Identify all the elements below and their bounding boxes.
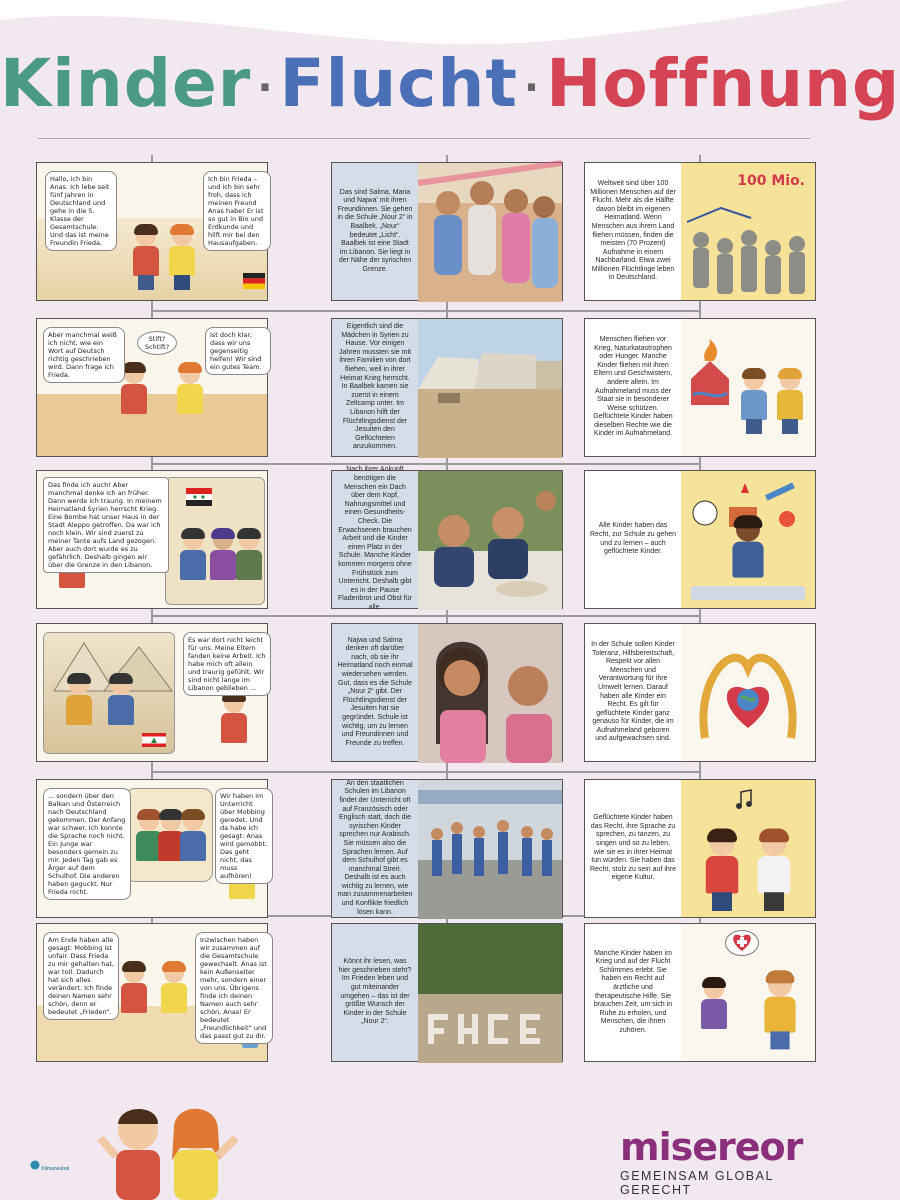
speech-bubble-frieda: Wir haben im Unterricht über Mobbing geredet. Und da habe ich gesagt: Anas wird gemobbt. Das geht nicht, das muss aufhören! bbox=[215, 788, 273, 884]
frieda-figure bbox=[161, 963, 187, 1027]
connector-line bbox=[151, 310, 699, 312]
photo-children-eating bbox=[418, 471, 562, 610]
photo-panel-5 bbox=[331, 779, 563, 918]
photo-girls-at-school bbox=[418, 163, 562, 302]
rights-panel-5 bbox=[584, 779, 816, 918]
photo-schoolyard-game bbox=[418, 780, 562, 919]
frieda-figure bbox=[177, 364, 203, 428]
connector-line bbox=[151, 615, 699, 617]
dancer-figure bbox=[706, 831, 739, 911]
brand-tagline: GEMEINSAM GLOBAL GERECHT bbox=[620, 1169, 774, 1197]
illustration-culture-dance bbox=[681, 780, 815, 917]
comic-panel-3 bbox=[36, 470, 268, 609]
panel-text: Könnt ihr lesen, was hier geschrieben steht? Im Frieden leben und gut miteinander umgehen – das ist der größte Wunsch der Kinder in der Schule „Nour 2“. bbox=[332, 924, 418, 1061]
illustration-children-protected bbox=[681, 319, 815, 456]
schoolyard-memory-scene bbox=[125, 788, 213, 882]
photo-panel-3 bbox=[331, 466, 563, 611]
medical-heart-icon bbox=[731, 932, 753, 952]
family-figure bbox=[180, 530, 206, 594]
speech-bubble-frieda: Inzwischen haben wir zusammen auf die Gesamtschule gewechselt. Anas ist kein Außenseiter mehr, sondern einer von uns. Übrigens finde ich deinen Namen auch sehr schön, Anas! Er bedeutet „Freundlichkeit“ und das passt gut zu dir. bbox=[195, 932, 273, 1044]
speech-bubble-anas: Es war dort nicht leicht für uns. Meine Eltern fanden keine Arbeit. Ich habe mich oft allein und traurig gefühlt. Wir sind nicht lange im Libanon geblieben ... bbox=[183, 632, 271, 696]
lebanon-flag-icon bbox=[142, 733, 166, 747]
panel-text: Eigentlich sind die Mädchen in Syrien zu Hause. Vor einigen Jahren mussten sie mit ihren Familien von dort fliehen, weil in ihrer Heimat Krieg herrscht. In Baalbek kamen sie zuerst in einem Zeltcamp unter. Im Libanon hilft der Flüchtlingsdienst der Jesuiten den Geflüchteten anzukommen. bbox=[332, 319, 418, 456]
title-word-flucht: Flucht bbox=[279, 45, 518, 122]
page-title bbox=[0, 44, 900, 128]
house-fire-icon bbox=[687, 339, 733, 409]
music-note-icon bbox=[735, 790, 755, 810]
connector-line bbox=[151, 771, 699, 773]
comic-panel-6 bbox=[36, 923, 268, 1062]
speech-bubble-frieda: Ist doch klar, dass wir uns gegenseitig helfen! Wir sind ein gutes Team. bbox=[205, 327, 271, 375]
refugee-camp-scene bbox=[43, 632, 175, 754]
anas-figure bbox=[221, 693, 247, 757]
speech-bubble-anas: Hallo, ich bin Anas. Ich lebe seit fünf Jahren in Deutschland und gehe in die 5. Klasse der Gesamtschule. Und das ist meine Freundin Frieda. bbox=[45, 171, 117, 251]
connector-line bbox=[151, 463, 699, 465]
photo-two-girls bbox=[418, 624, 562, 763]
dancer-figure bbox=[758, 831, 791, 911]
panel-text: Das sind Salma, Maria und Najwa' mit ihren Freundinnen. Sie gehen in die Schule „Nour 2“ in Baalbek. „Nour“ bedeutet „Licht“. Baalbek ist eine Stadt im Libanon. Sie liegt in der Nähe der syrischen Grenze. bbox=[332, 163, 418, 300]
child-figure bbox=[66, 675, 92, 739]
child-figure bbox=[180, 811, 206, 875]
klimaneutral-logo bbox=[30, 1160, 74, 1182]
illustration-tolerance-respect bbox=[681, 624, 815, 761]
brand-name: misereor bbox=[620, 1125, 803, 1169]
heart-globe-icon bbox=[695, 638, 801, 748]
panel-text: Alle Kinder haben das Recht, zur Schule zu gehen und zu lernen – auch geflüchtete Kinder. bbox=[585, 471, 681, 608]
speech-bubble-frieda: Ich bin Frieda – und ich bin sehr froh, dass ich meinen Freund Anas habe! Er ist so gut in Bio und Erdkunde und hilft mir bei den Hausaufgaben. bbox=[203, 171, 271, 251]
speech-bubble-question: Stift? Schtift? bbox=[137, 331, 177, 355]
speech-bubble-anas: ... sondern über den Balkan und Österreich nach Deutschland gekommen. Der Anfang war schwer. Ich konnte die Sprache noch nicht. Ein Junge war besonders gemein zu mir. Jeden Tag gab es Ärger auf dem Schulhof. Die anderen haben geguckt. Nur Frieda nicht. bbox=[43, 788, 131, 900]
rights-panel-6 bbox=[584, 923, 816, 1062]
panel-text: Najwa und Salma denken oft darüber nach, ob sie ihr Heimatland noch einmal wiedersehen werden. Gut, dass es die Schule „Nour 2“ gibt. Der Flüchtlingsdienst der Jesuiten hat sie gegründet. Schule ist wichtig, um zu lernen und Freundinnen und Freunde zu treffen. bbox=[332, 624, 418, 761]
title-divider bbox=[38, 138, 810, 139]
therapist-figure bbox=[764, 973, 795, 1050]
photo-panel-2 bbox=[331, 318, 563, 457]
rights-panel-2 bbox=[584, 318, 816, 457]
misereor-logo bbox=[620, 1126, 830, 1197]
child-figure bbox=[732, 518, 763, 595]
crowd-silhouettes-icon bbox=[681, 200, 815, 300]
memory-scene bbox=[165, 477, 265, 605]
rights-panel-3 bbox=[584, 470, 816, 609]
speech-bubble-anas: Aber manchmal weiß ich nicht, wie ein Wort auf Deutsch richtig geschrieben wird. Dann frage ich Frieda. bbox=[43, 327, 125, 383]
comic-panel-4 bbox=[36, 623, 268, 762]
photo-children-forming-letters bbox=[418, 924, 562, 1063]
child-figure bbox=[741, 370, 767, 434]
title-word-kinder: Kinder bbox=[0, 45, 252, 122]
title-separator: · bbox=[523, 64, 541, 111]
panel-text: Menschen fliehen vor Krieg, Naturkatastrophen oder Hunger. Manche Kinder fliehen mit ihren Eltern und Geschwistern, andere allein. Im Aufnahmeland muss der Staat sie in besonderer Weise schützen. Geflüchtete Kinder haben dieselben Rechte wie die Kinder im Aufnahmeland. bbox=[585, 319, 681, 456]
anas-figure bbox=[133, 226, 159, 290]
child-figure bbox=[701, 979, 727, 1043]
syria-flag-icon bbox=[186, 488, 212, 506]
germany-flag-icon bbox=[243, 273, 265, 289]
title-word-hoffnung: Hoffnung bbox=[546, 45, 900, 122]
panel-text: Nach ihrer Ankunft benötigen die Menschen ein Dach über dem Kopf, Nahrungsmittel und einen Gesundheits-Check. Die Erwachsenen brauchen Arbeit und die Kinder einen Platz in der Schule. Manche Kinder kommen morgens ohne Frühstück zum Unterricht. Deshalb gibt es in der Pause Fladenbrot und Obst für alle. bbox=[332, 471, 418, 608]
speech-bubble-anas: Am Ende haben alle gesagt: Mobbing ist unfair. Dass Frieda zu mir gehalten hat, war toll. Dadurch hat sich alles verändert. Ich finde deinen Namen sehr schön, denn er bedeutet „Frieden“. bbox=[43, 932, 119, 1020]
klimaneutral-label: Klimaneutral bbox=[41, 1166, 70, 1172]
statistic-badge: 100 Mio. bbox=[737, 173, 805, 189]
rights-panel-4 bbox=[584, 623, 816, 762]
comic-panel-5 bbox=[36, 779, 268, 918]
photo-panel-1 bbox=[331, 162, 563, 301]
globe-icon bbox=[30, 1160, 40, 1170]
family-figure bbox=[236, 530, 262, 594]
speech-bubble-anas: Das finde ich auch! Aber manchmal denke ich an früher. Dann werde ich traurig. In meinem Heimatland Syrien herrscht Krieg. Eine Bombe hat unser Haus in der Stadt Aleppo getroffen. Da war ich noch klein. Wir sind zuerst zu meiner Tante aufs Land gezogen. Aber auch dort wurde es zu gefährlich. Deshalb gingen wir über die Grenze in den Libanon. bbox=[43, 477, 169, 573]
panel-text: An den staatlichen Schulen im Libanon findet der Unterricht oft auf Französisch oder Englisch statt, doch die syrischen Kinder sprechen nur Arabisch. Sie müssen also die Sprachen lernen. Auf dem Schulhof gibt es manchmal Streit. Deshalb ist es auch wichtig zu lernen, wie man zusammenarbeiten und Konflikte friedlich lösen kann. bbox=[332, 780, 418, 917]
panel-text: Weltweit sind über 100 Millionen Menschen auf der Flucht. Mehr als die Hälfte davon bleibt im eigenen Heimatland. Wenn Menschen aus ihrem Land fliehen müssen, finden die meisten (70 Prozent) Aufnahme in einem Nachbarland. Etwa zwei Millionen Flüchtlinge leben in Deutschland. bbox=[585, 163, 681, 300]
photo-panel-4 bbox=[331, 623, 563, 762]
rights-panel-1 bbox=[584, 162, 816, 301]
child-figure bbox=[777, 370, 803, 434]
panel-text: Manche Kinder haben im Krieg und auf der Flucht Schlimmes erlebt. Sie haben ein Recht auf ärztliche und therapeutische Hilfe. Sie brauchen Zeit, um sich in Ruhe zu erholen, und Menschen, die ihnen zuhören. bbox=[585, 924, 681, 1061]
title-separator: · bbox=[257, 64, 274, 111]
illustration-right-to-education bbox=[681, 471, 815, 608]
photo-panel-6 bbox=[331, 923, 563, 1062]
family-figure bbox=[210, 530, 236, 594]
illustration-therapy-help bbox=[681, 924, 815, 1061]
panel-text: In der Schule sollen Kinder Toleranz, Hilfsbereitschaft, Respekt vor allen Menschen und Verantwortung für ihre Umwelt lernen. Darauf haben alle Kinder ein Recht. Es gilt für geflüchtete Kinder ganz genauso für Kinder, die im Aufnahmeland geboren und aufgewachsen sind. bbox=[585, 624, 681, 761]
photo-tent-camp bbox=[418, 319, 562, 458]
illustration-refugees-worldwide bbox=[681, 163, 815, 300]
desk bbox=[691, 586, 805, 600]
anas-figure bbox=[121, 963, 147, 1027]
frieda-figure bbox=[169, 226, 195, 290]
panel-text: Geflüchtete Kinder haben das Recht, ihre Sprache zu sprechen, zu tanzen, zu singen und so zu leben, wie sie es in ihrer Heimat tun würden. Sie haben das Recht, stolz zu sein auf ihre eigene Kultur. bbox=[585, 780, 681, 917]
anas-and-frieda-waving-illustration bbox=[80, 1090, 250, 1200]
comic-panel-1 bbox=[36, 162, 268, 301]
comic-panel-2 bbox=[36, 318, 268, 457]
adult-figure bbox=[108, 675, 134, 739]
